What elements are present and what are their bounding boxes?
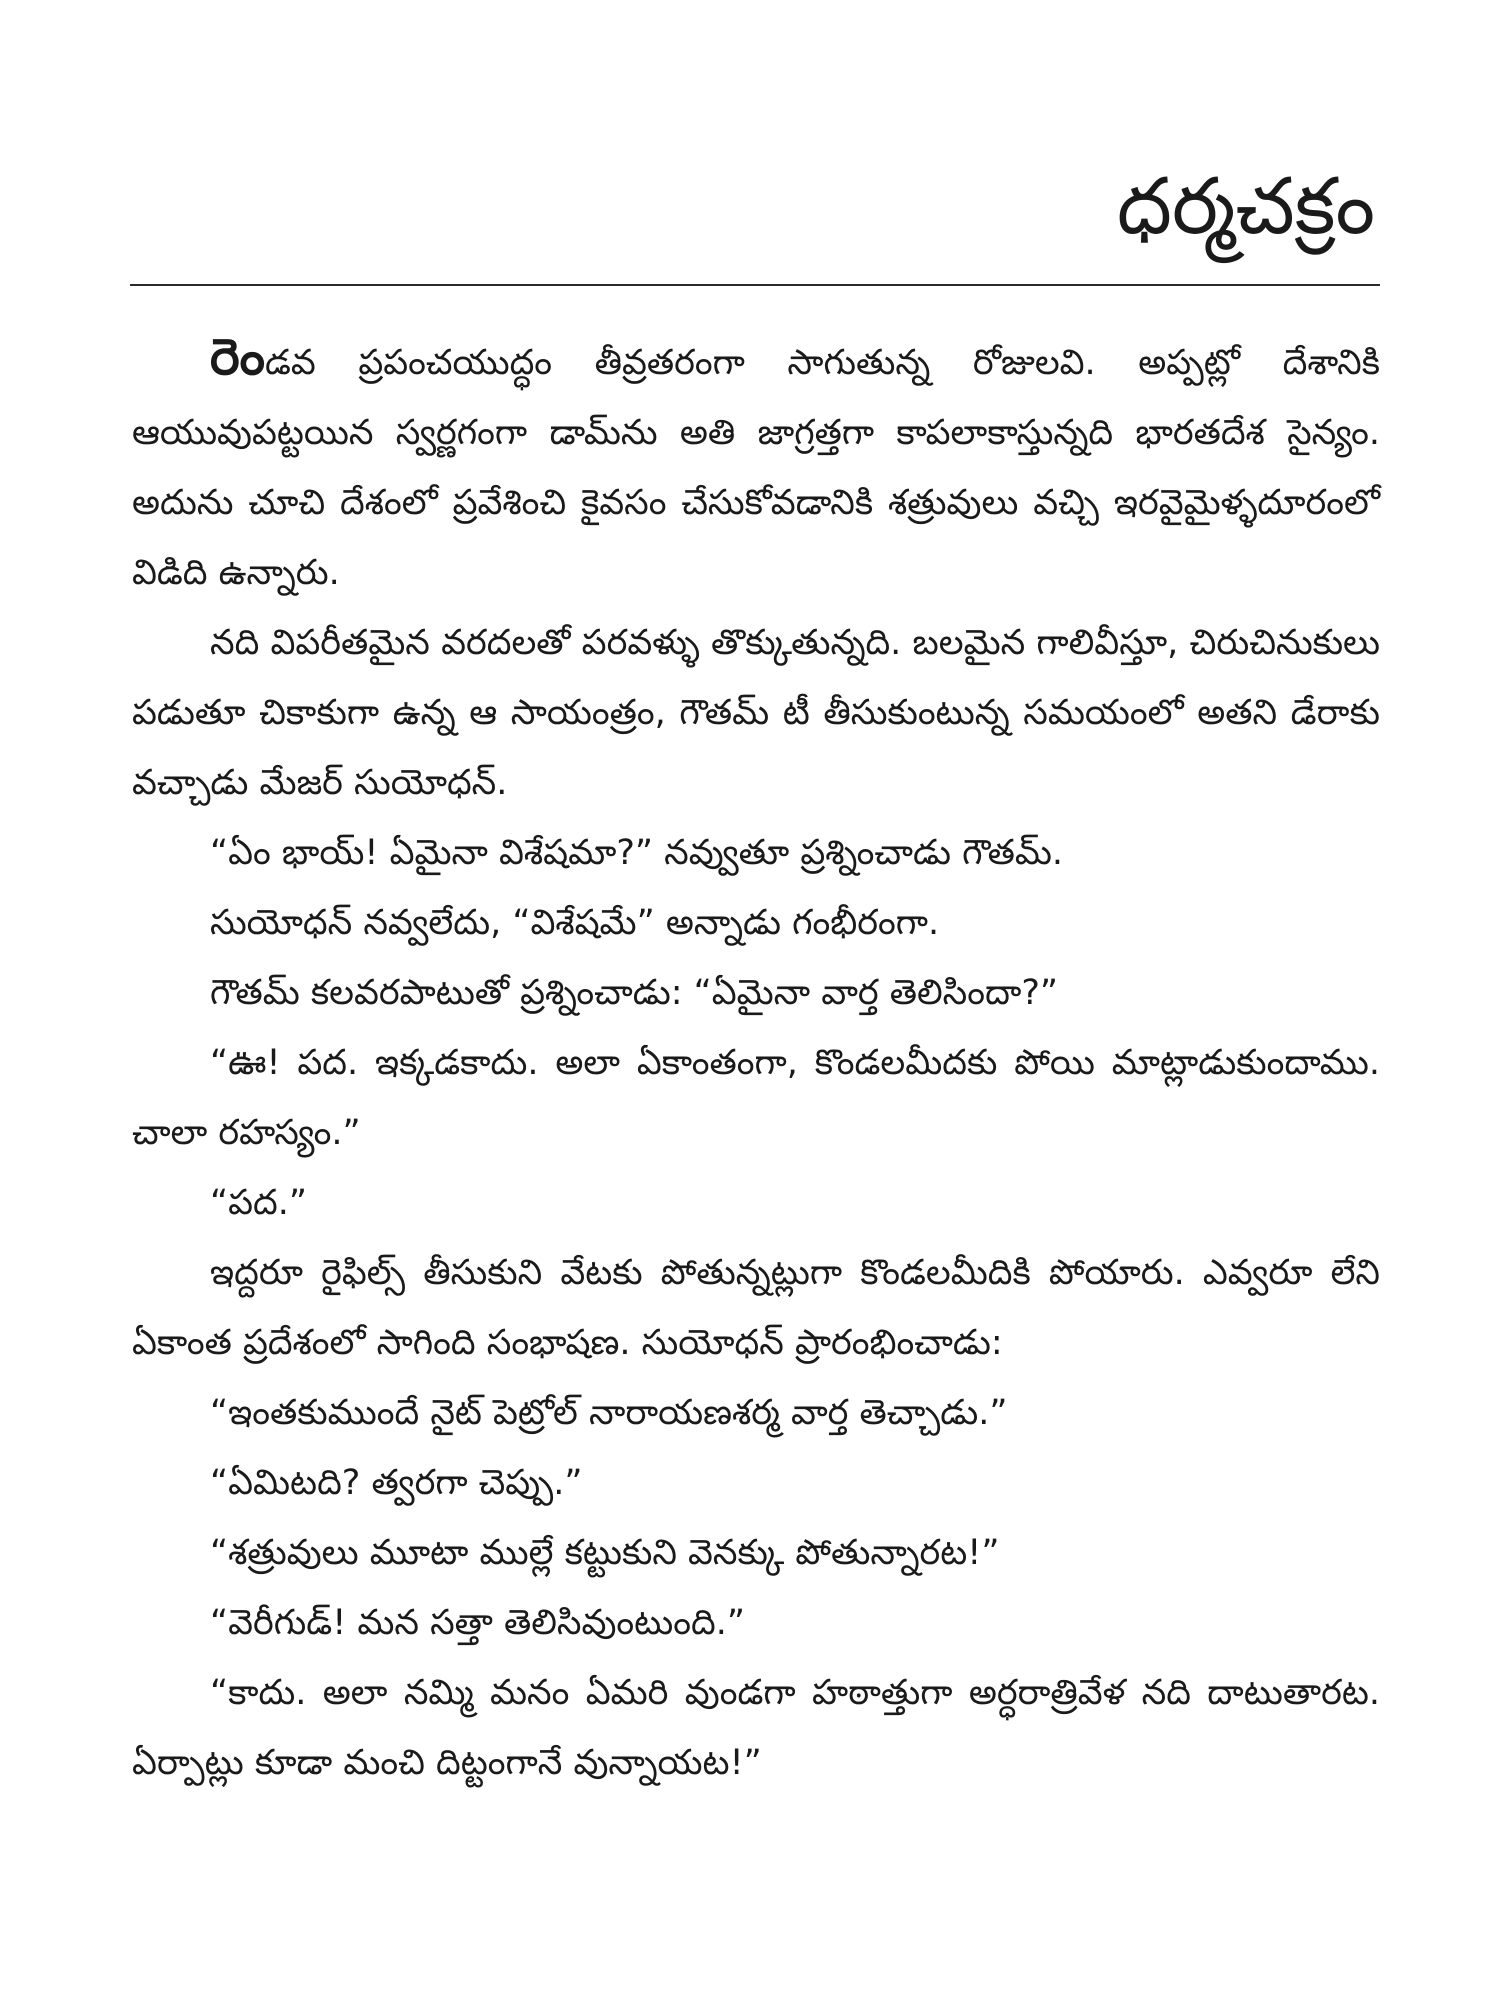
title-divider [130,284,1380,286]
paragraph: “శత్రువులు మూటా ముల్లే కట్టుకుని వెనక్కు పోతున్నారట!” [210,1533,1000,1573]
story-body [132,322,1380,1798]
paragraph: సుయోధన్ నవ్వలేదు, “విశేషమే” అన్నాడు గంభీరంగా. [210,903,940,943]
chapter-title: ధర్మచక్రం [1116,162,1375,252]
paragraph: గౌతమ్ కలవరపాటుతో ప్రశ్నించాడు: “ఏమైనా వార్త తెలిసిందా?” [210,973,1059,1013]
paragraph: “ఇంతకుముందే నైట్ పెట్రోల్ నారాయణశర్మ వార్త తెచ్చాడు.” [210,1393,1008,1433]
paragraph: “ఊ! పద. ఇక్కడకాదు. అలా ఏకాంతంగా, కొండలమీదకు పోయి మాట్లాడుకుందాము. చాలా రహస్యం.” [132,1043,1380,1153]
paragraph: నది విపరీతమైన వరదలతో పరవళ్ళు తొక్కుతున్నది. బలమైన గాలివీస్తూ, చిరుచినుకులు పడుతూ చికాకుగా ఉన్న ఆ సాయంత్రం, గౌతమ్ టీ తీసుకుంటున్న సమయంలో అతని డేరాకు వచ్చాడు మేజర్ సుయోధన్. [132,623,1380,803]
paragraph: “ఏమిటది? త్వరగా చెప్పు.” [210,1463,583,1503]
paragraph: “వెరీగుడ్! మన సత్తా తెలిసివుంటుంది.” [210,1603,745,1643]
paragraph: “కాదు. అలా నమ్మి మనం ఏమరి వుండగా హఠాత్తుగా అర్ధరాత్రివేళ నది దాటుతారట. ఏర్పాట్లు కూడా మంచి దిట్టంగానే వున్నాయట!” [132,1673,1380,1783]
paragraph: “పద.” [210,1183,307,1223]
paragraph: “ఏం భాయ్! ఏమైనా విశేషమా?” నవ్వుతూ ప్రశ్నించాడు గౌతమ్. [210,833,1064,873]
drop-cap: రెం [210,328,265,386]
paragraph: ఇద్దరూ రైఫిల్స్ తీసుకుని వేటకు పోతున్నట్లుగా కొండలమీదికి పోయారు. ఎవ్వరూ లేని ఏకాంత ప్రదేశంలో సాగింది సంభాషణ. సుయోధన్ ప్రారంభించాడు: [132,1253,1380,1363]
paragraph: రెండవ ప్రపంచయుద్ధం తీవ్రతరంగా సాగుతున్న రోజులవి. అప్పట్లో దేశానికి ఆయువుపట్టయిన స్వర్ణగంగా డామ్‌ను అతి జాగ్రత్తగా కాపలాకాస్తున్నది భారతదేశ సైన్యం. అదును చూచి దేశంలో ప్రవేశించి కైవసం చేసుకోవడానికి శత్రువులు వచ్చి ఇరవైమైళ్ళదూరంలో విడిది ఉన్నారు. [132,328,1380,593]
